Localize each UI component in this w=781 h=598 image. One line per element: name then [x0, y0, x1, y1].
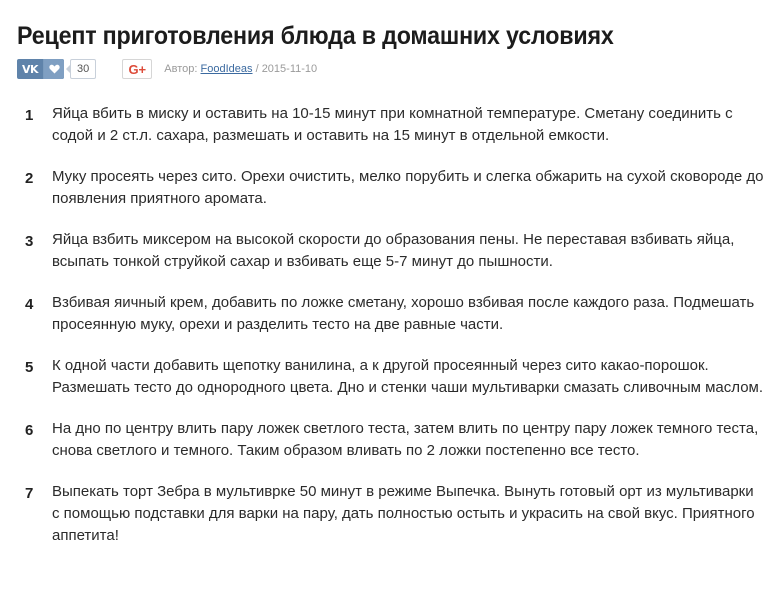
gplus-share-button[interactable]: G+	[122, 59, 152, 79]
step-number: 2	[25, 170, 34, 187]
list-item	[17, 229, 764, 273]
author-link[interactable]: FoodIdeas	[200, 63, 253, 75]
step-number: 7	[25, 485, 34, 502]
step-number: 5	[25, 359, 34, 376]
list-item	[17, 166, 764, 210]
step-number: 6	[25, 422, 34, 439]
step-text: Взбивая яичный крем, добавить по ложке сметану, хорошо взбивая после каждого раза. Подмешать просеянную муку, орехи и разделить тесто на две равные части.	[52, 294, 755, 333]
vk-share-button[interactable]	[17, 59, 64, 79]
like-count: 30	[70, 59, 96, 79]
recipe-steps	[17, 103, 764, 547]
step-text: Муку просеять через сито. Орехи очистить, мелко порубить и слегка обжарить на сухой сковороде до появления приятного аромата.	[52, 168, 764, 207]
article-meta	[17, 59, 764, 79]
publish-date: 2015-11-10	[261, 63, 318, 75]
step-text: Яйца взбить миксером на высокой скорости до образования пены. Не переставая взбивать яйца, всыпать тонкой струйкой сахар и взбивать еще 5-7 минут до пышности.	[52, 231, 735, 270]
list-item	[17, 418, 764, 462]
page-title: Рецепт приготовления блюда в домашних условиях	[17, 22, 614, 50]
step-number: 4	[25, 296, 34, 313]
date-separator: /	[255, 63, 259, 75]
author-line	[164, 63, 317, 75]
step-text: Выпекать торт Зебра в мультиврке 50 минут в режиме Выпечка. Вынуть готовый орт из мультиварки с помощью подставки для варки на пару, дать полностью остыть и украсить на свой вкус. Приятного аппетита!	[52, 483, 755, 544]
heart-icon	[44, 59, 64, 79]
list-item	[17, 481, 764, 547]
step-text: На дно по центру влить пару ложек светлого теста, затем влить по центру пару ложек темного теста, снова светлого и темного. Таким образом вливать по 2 ложки постепенно все тесто.	[52, 420, 759, 459]
list-item	[17, 355, 764, 399]
vk-icon: VK	[22, 62, 39, 76]
step-text: К одной части добавить щепотку ванилина, а к другой просеянный через сито какао-порошок. Размешать тесто до однородного цвета. Дно и стенки чаши мультиварки смазать сливочным маслом.	[52, 357, 764, 396]
step-number: 3	[25, 233, 34, 250]
step-text: Яйца вбить в миску и оставить на 10-15 минут при комнатной температуре. Сметану соединить с содой и 2 ст.л. сахара, размешать и оставить на 15 минут в отдельной емкости.	[52, 105, 733, 144]
author-prefix: Автор:	[164, 63, 198, 75]
step-number: 1	[25, 107, 34, 124]
list-item	[17, 292, 764, 336]
list-item	[17, 103, 764, 147]
